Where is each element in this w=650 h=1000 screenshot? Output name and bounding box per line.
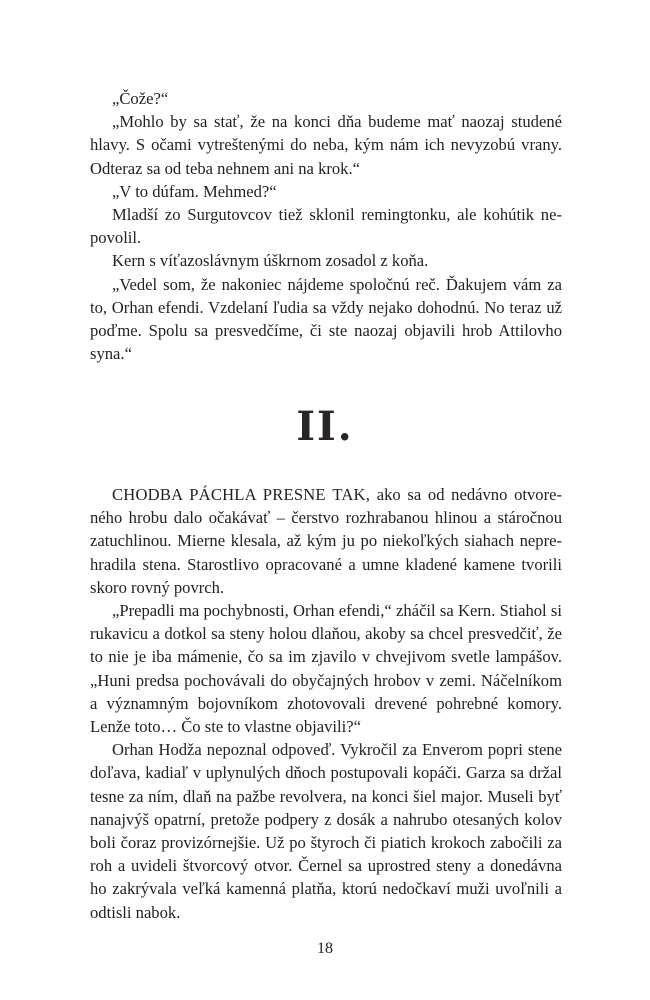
chapter-opening-caps: CHODBA PÁCHLA PRESNE TAK,: [112, 485, 371, 504]
paragraph-kern: Kern s víťazoslávnym úškrnom zosadol z koňa.: [112, 251, 429, 271]
paragraph-prepadli: „Prepadli ma pochybnosti, Orhan efendi,“ zháčil sa Kern. Stiahol si rukavicu a dotkol sa steny holou dlaňou, akoby sa chcel presvedčiť, že to nie je iba mámenie, čo sa im zjavilo v chvejivom svetle lampášov. „Huni predsa pochovávali do obyčajných hrobov v zemi. Náčelníkom a významným bojovníkom zhotovovali drevené pohrebné komory. Lenže toto… Čo ste to vlastne objavili?“: [90, 601, 562, 737]
paragraph-vedel-som: „Vedel som, že nakoniec nájdeme spoločnú reč. Ďakujem vám za to, Orhan efendi. Vzdelaní ľudia sa vždy nejako dohodnú. No teraz už poďme. Spolu sa presvedčíme, či ste naozaj objavili hrob Attilovho syna.“: [90, 274, 562, 364]
page-number: 18: [317, 940, 333, 957]
section-after-chapter: [90, 483, 562, 924]
paragraph-v-to-dufam: „V to dúfam. Mehmed?“: [112, 181, 277, 201]
paragraph-mladsi: Mladší zo Surgutovcov tiež sklonil remingtonku, ale kohútik nepovolil.: [90, 205, 562, 248]
chapter-heading: II.: [296, 403, 354, 450]
paragraph-coze: „Čože?“: [112, 89, 169, 108]
paragraph-chodba: [90, 483, 562, 599]
paragraph-orhan-hodza: Orhan Hodža nepoznal odpoveď. Vykročil za Enverom popri stene doľava, kadiaľ v uplynulých dňoch postupovali kopáči. Garza sa držal tesne za ním, dlaň na pažbe revolvera, na konci šiel major. Museli byť nanajvýš opatrní, pretože podpery z dosák a nahrubo otesaných kolov boli čoraz provizórnejšie. Už po štyroch či piatich krokoch zabočili za roh a uvideli štvorcový otvor. Černel sa uprostred steny a donedávna ho zakrývala veľká kamenná platňa, ktorú nedočkaví muži uvoľnili a odtisli nabok.: [90, 740, 562, 922]
section-before-chapter: [90, 87, 562, 365]
paragraph-chodba-text: ako sa od nedávno otvoreného hrobu dalo očakávať – čerstvo rozhrabanou hlinou a stáročnou zatuchlinou. Mierne klesala, až kým ju po niekoľkých siahach neprehradila stena. Starostlivo opracované a umne kladené kamene tvorili skoro rovný povrch.: [90, 485, 562, 597]
paragraph-mohlo: „Mohlo by sa stať, že na konci dňa budeme mať naozaj studené hlavy. S očami vytreštenými do neba, kým nám ich nevyzobú vrany. Odteraz sa od teba nehnem ani na krok.“: [90, 112, 562, 178]
